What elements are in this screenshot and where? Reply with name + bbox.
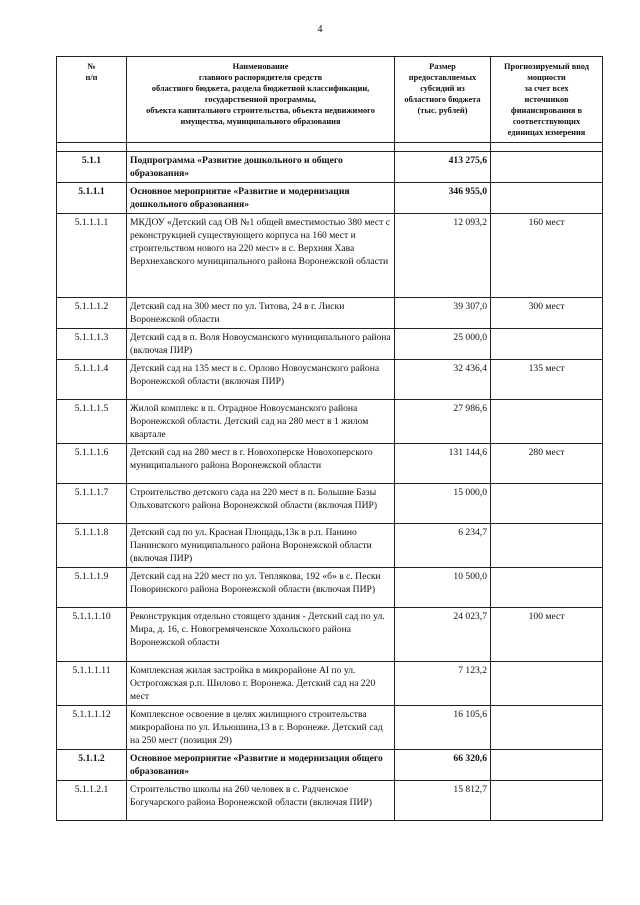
row-amount: 24 023,7	[395, 608, 491, 662]
row-number: 5.1.1.1.1	[57, 214, 127, 298]
table-row	[57, 524, 603, 568]
table-row	[57, 608, 603, 662]
row-amount: 25 000,0	[395, 329, 491, 360]
row-capacity	[491, 750, 603, 781]
row-number: 5.1.1.1.10	[57, 608, 127, 662]
row-capacity: 280 мест	[491, 444, 603, 484]
table-row	[57, 152, 603, 183]
row-amount: 39 307,0	[395, 298, 491, 329]
row-amount: 32 436,4	[395, 360, 491, 400]
row-name: Жилой комплекс в п. Отрадное Новоусманского района Воронежской области. Детский сад на 280 мест в 1 жилом квартале	[127, 400, 395, 444]
row-name: Детский сад по ул. Красная Площадь,13к в р.п. Панино Панинского муниципального района Воронежской области (включая ПИР)	[127, 524, 395, 568]
row-amount: 15 000,0	[395, 484, 491, 524]
row-capacity	[491, 152, 603, 183]
row-capacity	[491, 183, 603, 214]
table-row	[57, 750, 603, 781]
table-header-row	[57, 57, 603, 143]
table-row	[57, 444, 603, 484]
row-name: Строительство школы на 260 человек в с. Радченское Богучарского района Воронежской области (включая ПИР)	[127, 781, 395, 821]
row-capacity: 100 мест	[491, 608, 603, 662]
table-body	[57, 152, 603, 821]
row-amount: 131 144,6	[395, 444, 491, 484]
page-number: 4	[317, 24, 323, 35]
table-row	[57, 781, 603, 821]
row-name: Детский сад в п. Воля Новоусманского муниципального района (включая ПИР)	[127, 329, 395, 360]
row-number: 5.1.1.2	[57, 750, 127, 781]
row-name: Комплексное освоение в целях жилищного строительства микрорайона по ул. Ильюшина,13 в г. Воронеже. Детский сад на 250 мест (позиция 29)	[127, 706, 395, 750]
budget-table	[56, 56, 603, 821]
row-capacity	[491, 706, 603, 750]
header-amount: Размер предоставляемых субсидий из областного бюджета (тыс. рублей)	[395, 57, 491, 143]
row-name: Детский сад на 280 мест в г. Новохоперске Новохоперского муниципального района Воронежской области	[127, 444, 395, 484]
row-name: Детский сад на 220 мест по ул. Теплякова, 192 «б» в с. Пески Поворинского района Воронежской области (включая ПИР)	[127, 568, 395, 608]
row-name: Основное мероприятие «Развитие и модернизация дошкольного образования»	[127, 183, 395, 214]
row-number: 5.1.1.1.6	[57, 444, 127, 484]
row-capacity: 160 мест	[491, 214, 603, 298]
row-amount: 413 275,6	[395, 152, 491, 183]
row-amount: 346 955,0	[395, 183, 491, 214]
row-amount: 16 105,6	[395, 706, 491, 750]
row-capacity	[491, 781, 603, 821]
row-number: 5.1.1.1.4	[57, 360, 127, 400]
row-number: 5.1.1	[57, 152, 127, 183]
table-row	[57, 484, 603, 524]
row-capacity: 135 мест	[491, 360, 603, 400]
row-capacity	[491, 329, 603, 360]
row-capacity	[491, 524, 603, 568]
row-capacity	[491, 400, 603, 444]
row-number: 5.1.1.1.7	[57, 484, 127, 524]
row-number: 5.1.1.1.5	[57, 400, 127, 444]
table-row	[57, 360, 603, 400]
row-number: 5.1.1.2.1	[57, 781, 127, 821]
table-row	[57, 298, 603, 329]
row-name: Детский сад на 300 мест по ул. Титова, 24 в г. Лиски Воронежской области	[127, 298, 395, 329]
header-name: Наименование главного распорядителя средств областного бюджета, раздела бюджетной классификации, государственной программы, объекта капитального строительства, объекта недвижимого имущества, муниципального образования	[127, 57, 395, 143]
row-name: МКДОУ «Детский сад ОВ №1 общей вместимостью 380 мест с реконструкцией существующего корпуса на 160 мест и строительством нового на 220 мест» в с. Верхняя Хава Верхнехавского муниципального района Воронежской области	[127, 214, 395, 298]
row-name: Детский сад на 135 мест в с. Орлово Новоусманского района Воронежской области (включая ПИР)	[127, 360, 395, 400]
table-row	[57, 214, 603, 298]
row-amount: 66 320,6	[395, 750, 491, 781]
row-amount: 15 812,7	[395, 781, 491, 821]
row-name: Реконструкция отдельно стоящего здания - Детский сад по ул. Мира, д. 16, с. Новогремяченское Хохольского района Воронежской области	[127, 608, 395, 662]
row-amount: 10 500,0	[395, 568, 491, 608]
row-name: Строительство детского сада на 220 мест в п. Большие Базы Ольховатского района Воронежской области (включая ПИР)	[127, 484, 395, 524]
table-row	[57, 706, 603, 750]
row-number: 5.1.1.1.11	[57, 662, 127, 706]
row-number: 5.1.1.1.9	[57, 568, 127, 608]
table-row	[57, 568, 603, 608]
header-spacer-row	[57, 143, 603, 152]
row-number: 5.1.1.1	[57, 183, 127, 214]
row-name: Основное мероприятие «Развитие и модернизация общего образования»	[127, 750, 395, 781]
row-capacity	[491, 568, 603, 608]
header-capacity: Прогнозируемый ввод мощности за счет всех источников финансирования в соответствующих единицах измерения	[491, 57, 603, 143]
row-amount: 7 123,2	[395, 662, 491, 706]
row-capacity	[491, 662, 603, 706]
table-row	[57, 183, 603, 214]
table-row	[57, 662, 603, 706]
row-number: 5.1.1.1.2	[57, 298, 127, 329]
table-row	[57, 400, 603, 444]
row-number: 5.1.1.1.8	[57, 524, 127, 568]
table-row	[57, 329, 603, 360]
header-number: № п/п	[57, 57, 127, 143]
row-capacity: 300 мест	[491, 298, 603, 329]
row-name: Комплексная жилая застройка в микрорайоне AI по ул. Острогожская р.п. Шилово г. Воронежа. Детский сад на 220 мест	[127, 662, 395, 706]
row-number: 5.1.1.1.3	[57, 329, 127, 360]
row-amount: 6 234,7	[395, 524, 491, 568]
row-capacity	[491, 484, 603, 524]
row-amount: 12 093,2	[395, 214, 491, 298]
row-name: Подпрограмма «Развитие дошкольного и общего образования»	[127, 152, 395, 183]
row-number: 5.1.1.1.12	[57, 706, 127, 750]
row-amount: 27 986,6	[395, 400, 491, 444]
